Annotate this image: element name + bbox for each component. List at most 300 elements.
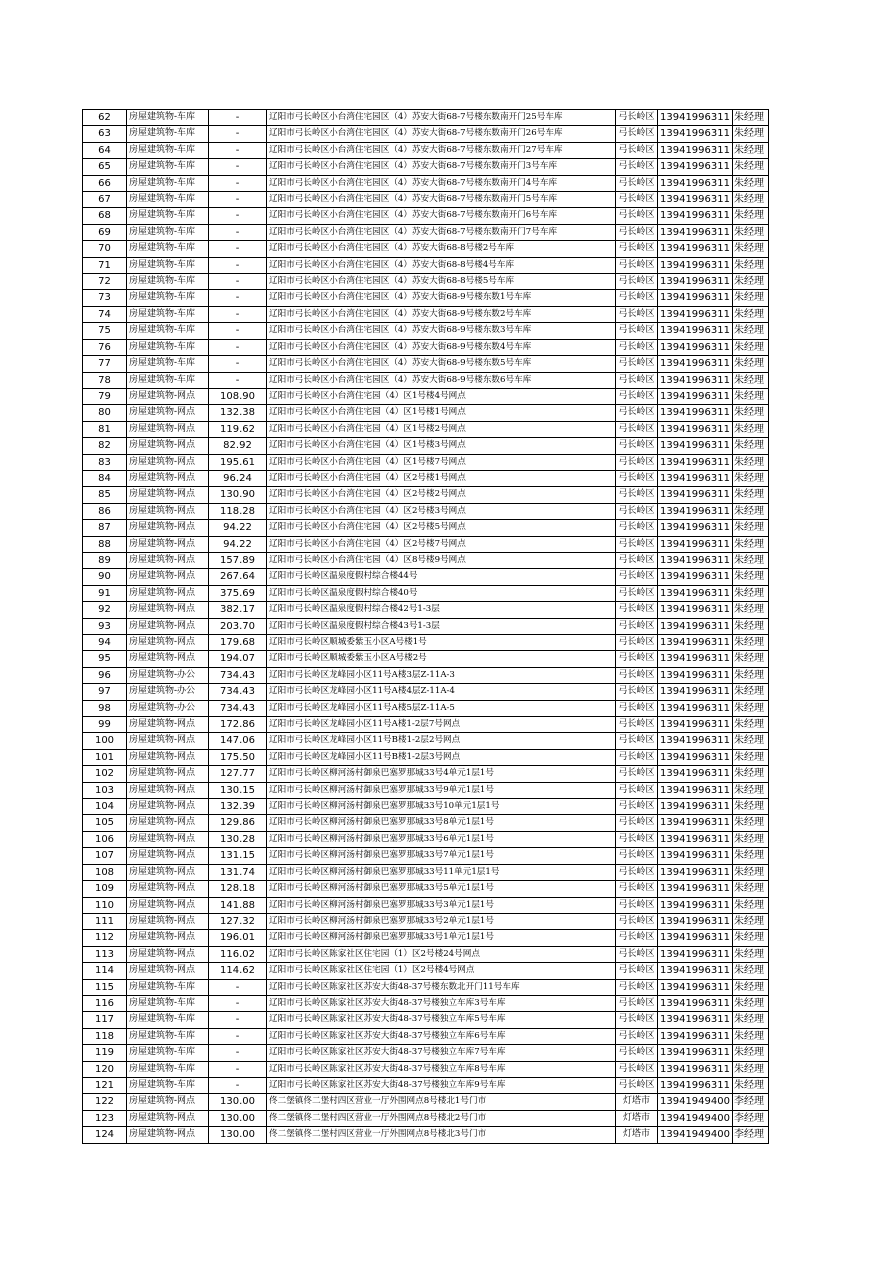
area-value-cell: 179.68 (209, 635, 267, 651)
phone-number-cell: 13941996311 (658, 388, 733, 404)
phone-number-cell: 13941996311 (658, 110, 733, 126)
area-value-cell: - (209, 1045, 267, 1061)
row-number-cell: 91 (83, 585, 127, 601)
property-category-cell: 房屋建筑物-网点 (127, 602, 209, 618)
area-value-cell: 118.28 (209, 503, 267, 519)
row-number-cell: 72 (83, 274, 127, 290)
area-value-cell: 94.22 (209, 536, 267, 552)
table-row (83, 520, 769, 536)
area-value-cell: - (209, 192, 267, 208)
property-category-cell: 房屋建筑物-网点 (127, 946, 209, 962)
table-row (83, 963, 769, 979)
table-row (83, 1045, 769, 1061)
area-value-cell: 114.62 (209, 963, 267, 979)
district-cell: 弓长岭区 (616, 995, 658, 1011)
phone-number-cell: 13941996311 (658, 766, 733, 782)
district-cell: 弓长岭区 (616, 372, 658, 388)
district-cell: 弓长岭区 (616, 142, 658, 158)
row-number-cell: 113 (83, 946, 127, 962)
contact-name-cell: 朱经理 (733, 913, 769, 929)
phone-number-cell: 13941996311 (658, 733, 733, 749)
property-category-cell: 房屋建筑物-车库 (127, 372, 209, 388)
contact-name-cell: 朱经理 (733, 257, 769, 273)
phone-number-cell: 13941996311 (658, 602, 733, 618)
row-number-cell: 90 (83, 569, 127, 585)
property-category-cell: 房屋建筑物-网点 (127, 470, 209, 486)
phone-number-cell: 13941996311 (658, 503, 733, 519)
table-row (83, 1061, 769, 1077)
district-cell: 弓长岭区 (616, 930, 658, 946)
table-row (83, 635, 769, 651)
district-cell: 弓长岭区 (616, 470, 658, 486)
contact-name-cell: 李经理 (733, 1094, 769, 1110)
phone-number-cell: 13941996311 (658, 995, 733, 1011)
area-value-cell: - (209, 979, 267, 995)
property-category-cell: 房屋建筑物-车库 (127, 356, 209, 372)
row-number-cell: 103 (83, 782, 127, 798)
district-cell: 弓长岭区 (616, 1061, 658, 1077)
contact-name-cell: 朱经理 (733, 274, 769, 290)
area-value-cell: 130.00 (209, 1094, 267, 1110)
property-category-cell: 房屋建筑物-网点 (127, 405, 209, 421)
area-value-cell: 130.28 (209, 831, 267, 847)
table-row (83, 372, 769, 388)
phone-number-cell: 13941996311 (658, 815, 733, 831)
phone-number-cell: 13941949400 (658, 1094, 733, 1110)
row-number-cell: 123 (83, 1110, 127, 1126)
phone-number-cell: 13941996311 (658, 208, 733, 224)
row-number-cell: 111 (83, 913, 127, 929)
area-value-cell: 375.69 (209, 585, 267, 601)
property-category-cell: 房屋建筑物-车库 (127, 1012, 209, 1028)
phone-number-cell: 13941996311 (658, 799, 733, 815)
table-row (83, 602, 769, 618)
district-cell: 弓长岭区 (616, 503, 658, 519)
phone-number-cell: 13941996311 (658, 323, 733, 339)
district-cell: 弓长岭区 (616, 864, 658, 880)
contact-name-cell: 朱经理 (733, 1061, 769, 1077)
row-number-cell: 96 (83, 667, 127, 683)
address-cell: 辽阳市弓长岭区陈家社区住宅园（1）区2号楼4号网点 (267, 963, 616, 979)
table-row (83, 749, 769, 765)
address-cell: 辽阳市弓长岭区龙峰园小区11号A楼5层Z-11A-5 (267, 700, 616, 716)
property-category-cell: 房屋建筑物-车库 (127, 257, 209, 273)
address-cell: 辽阳市弓长岭区小台湾住宅园（4）区2号楼7号网点 (267, 536, 616, 552)
area-value-cell: - (209, 1061, 267, 1077)
phone-number-cell: 13941996311 (658, 536, 733, 552)
contact-name-cell: 朱经理 (733, 979, 769, 995)
address-cell: 辽阳市弓长岭区温泉度假村综合楼40号 (267, 585, 616, 601)
area-value-cell: 128.18 (209, 881, 267, 897)
area-value-cell: 132.39 (209, 799, 267, 815)
area-value-cell: - (209, 175, 267, 191)
table-row (83, 700, 769, 716)
address-cell: 辽阳市弓长岭区陈家社区苏安大街48-37号楼独立车库7号车库 (267, 1045, 616, 1061)
row-number-cell: 118 (83, 1028, 127, 1044)
property-category-cell: 房屋建筑物-网点 (127, 1127, 209, 1143)
table-row (83, 1077, 769, 1093)
property-category-cell: 房屋建筑物-网点 (127, 487, 209, 503)
area-value-cell: 132.38 (209, 405, 267, 421)
table-row (83, 159, 769, 175)
table-row (83, 421, 769, 437)
contact-name-cell: 朱经理 (733, 782, 769, 798)
row-number-cell: 70 (83, 241, 127, 257)
property-category-cell: 房屋建筑物-网点 (127, 438, 209, 454)
address-cell: 辽阳市弓长岭区龙峰园小区11号B楼1-2层2号网点 (267, 733, 616, 749)
row-number-cell: 107 (83, 848, 127, 864)
contact-name-cell: 朱经理 (733, 684, 769, 700)
table-row (83, 585, 769, 601)
district-cell: 弓长岭区 (616, 766, 658, 782)
district-cell: 弓长岭区 (616, 635, 658, 651)
contact-name-cell: 朱经理 (733, 963, 769, 979)
property-category-cell: 房屋建筑物-网点 (127, 815, 209, 831)
address-cell: 辽阳市弓长岭区小台湾住宅园区（4）苏安大街68-9号楼东数4号车库 (267, 339, 616, 355)
property-category-cell: 房屋建筑物-网点 (127, 733, 209, 749)
phone-number-cell: 13941996311 (658, 421, 733, 437)
contact-name-cell: 朱经理 (733, 372, 769, 388)
district-cell: 弓长岭区 (616, 405, 658, 421)
contact-name-cell: 朱经理 (733, 438, 769, 454)
property-category-cell: 房屋建筑物-网点 (127, 388, 209, 404)
row-number-cell: 115 (83, 979, 127, 995)
address-cell: 辽阳市弓长岭区陈家社区苏安大街48-37号楼独立车库5号车库 (267, 1012, 616, 1028)
area-value-cell: 116.02 (209, 946, 267, 962)
property-category-cell: 房屋建筑物-网点 (127, 782, 209, 798)
address-cell: 辽阳市弓长岭区小台湾住宅园区（4）苏安大街68-9号楼东数1号车库 (267, 290, 616, 306)
district-cell: 弓长岭区 (616, 487, 658, 503)
address-cell: 辽阳市弓长岭区小台湾住宅园区（4）苏安大街68-8号楼2号车库 (267, 241, 616, 257)
area-value-cell: 147.06 (209, 733, 267, 749)
contact-name-cell: 朱经理 (733, 142, 769, 158)
phone-number-cell: 13941996311 (658, 1012, 733, 1028)
address-cell: 辽阳市弓长岭区龙峰园小区11号B楼1-2层3号网点 (267, 749, 616, 765)
address-cell: 辽阳市弓长岭区小台湾住宅园（4）区2号楼5号网点 (267, 520, 616, 536)
district-cell: 弓长岭区 (616, 684, 658, 700)
phone-number-cell: 13941949400 (658, 1110, 733, 1126)
phone-number-cell: 13941996311 (658, 749, 733, 765)
district-cell: 弓长岭区 (616, 290, 658, 306)
table-row (83, 1110, 769, 1126)
row-number-cell: 81 (83, 421, 127, 437)
table-row (83, 815, 769, 831)
property-category-cell: 房屋建筑物-办公 (127, 700, 209, 716)
contact-name-cell: 朱经理 (733, 667, 769, 683)
area-value-cell: - (209, 110, 267, 126)
address-cell: 辽阳市弓长岭区柳河汤村御泉巴塞罗那城33号11单元1层1号 (267, 864, 616, 880)
district-cell: 弓长岭区 (616, 848, 658, 864)
row-number-cell: 64 (83, 142, 127, 158)
phone-number-cell: 13941996311 (658, 618, 733, 634)
district-cell: 弓长岭区 (616, 881, 658, 897)
row-number-cell: 124 (83, 1127, 127, 1143)
address-cell: 辽阳市弓长岭区小台湾住宅园区（4）苏安大街68-9号楼东数6号车库 (267, 372, 616, 388)
table-row (83, 1127, 769, 1143)
address-cell: 辽阳市弓长岭区小台湾住宅园区（4）苏安大街68-9号楼东数3号车库 (267, 323, 616, 339)
row-number-cell: 97 (83, 684, 127, 700)
phone-number-cell: 13941996311 (658, 356, 733, 372)
district-cell: 弓长岭区 (616, 192, 658, 208)
district-cell: 弓长岭区 (616, 717, 658, 733)
table-row (83, 766, 769, 782)
contact-name-cell: 朱经理 (733, 306, 769, 322)
table-row (83, 733, 769, 749)
district-cell: 弓长岭区 (616, 831, 658, 847)
contact-name-cell: 朱经理 (733, 126, 769, 142)
area-value-cell: - (209, 290, 267, 306)
contact-name-cell: 朱经理 (733, 503, 769, 519)
district-cell: 弓长岭区 (616, 569, 658, 585)
row-number-cell: 120 (83, 1061, 127, 1077)
address-cell: 辽阳市弓长岭区柳河汤村御泉巴塞罗那城33号7单元1层1号 (267, 848, 616, 864)
property-category-cell: 房屋建筑物-车库 (127, 979, 209, 995)
phone-number-cell: 13941996311 (658, 372, 733, 388)
row-number-cell: 78 (83, 372, 127, 388)
phone-number-cell: 13941996311 (658, 257, 733, 273)
row-number-cell: 92 (83, 602, 127, 618)
address-cell: 佟二堡镇佟二堡村四区营业一厅外围网点8号楼北1号门市 (267, 1094, 616, 1110)
area-value-cell: - (209, 274, 267, 290)
row-number-cell: 116 (83, 995, 127, 1011)
table-row (83, 782, 769, 798)
row-number-cell: 85 (83, 487, 127, 503)
area-value-cell: 157.89 (209, 552, 267, 568)
address-cell: 辽阳市弓长岭区小台湾住宅园区（4）苏安大街68-8号楼4号车库 (267, 257, 616, 273)
district-cell: 弓长岭区 (616, 175, 658, 191)
phone-number-cell: 13941996311 (658, 651, 733, 667)
row-number-cell: 83 (83, 454, 127, 470)
table-row (83, 946, 769, 962)
table-row (83, 257, 769, 273)
district-cell: 弓长岭区 (616, 1012, 658, 1028)
address-cell: 辽阳市弓长岭区柳河汤村御泉巴塞罗那城33号8单元1层1号 (267, 815, 616, 831)
table-row (83, 208, 769, 224)
row-number-cell: 119 (83, 1045, 127, 1061)
district-cell: 弓长岭区 (616, 159, 658, 175)
district-cell: 弓长岭区 (616, 241, 658, 257)
phone-number-cell: 13941996311 (658, 569, 733, 585)
table-row (83, 1012, 769, 1028)
district-cell: 弓长岭区 (616, 815, 658, 831)
contact-name-cell: 朱经理 (733, 1028, 769, 1044)
phone-number-cell: 13941996311 (658, 274, 733, 290)
contact-name-cell: 朱经理 (733, 405, 769, 421)
district-cell: 灯塔市 (616, 1110, 658, 1126)
property-category-cell: 房屋建筑物-网点 (127, 585, 209, 601)
district-cell: 弓长岭区 (616, 979, 658, 995)
table-row (83, 175, 769, 191)
phone-number-cell: 13941996311 (658, 1028, 733, 1044)
contact-name-cell: 朱经理 (733, 520, 769, 536)
address-cell: 辽阳市弓长岭区小台湾住宅园（4）区1号楼1号网点 (267, 405, 616, 421)
contact-name-cell: 朱经理 (733, 159, 769, 175)
property-category-cell: 房屋建筑物-车库 (127, 339, 209, 355)
property-category-cell: 房屋建筑物-车库 (127, 208, 209, 224)
address-cell: 辽阳市弓长岭区小台湾住宅园区（4）苏安大街68-7号楼东数南开门4号车库 (267, 175, 616, 191)
contact-name-cell: 朱经理 (733, 864, 769, 880)
contact-name-cell: 朱经理 (733, 487, 769, 503)
address-cell: 辽阳市弓长岭区柳河汤村御泉巴塞罗那城33号1单元1层1号 (267, 930, 616, 946)
address-cell: 辽阳市弓长岭区小台湾住宅园（4）区1号楼7号网点 (267, 454, 616, 470)
district-cell: 弓长岭区 (616, 733, 658, 749)
property-category-cell: 房屋建筑物-网点 (127, 552, 209, 568)
table-row (83, 864, 769, 880)
area-value-cell: 130.00 (209, 1110, 267, 1126)
contact-name-cell: 朱经理 (733, 618, 769, 634)
area-value-cell: - (209, 306, 267, 322)
phone-number-cell: 13941996311 (658, 126, 733, 142)
property-category-cell: 房屋建筑物-网点 (127, 503, 209, 519)
phone-number-cell: 13941996311 (658, 520, 733, 536)
area-value-cell: 141.88 (209, 897, 267, 913)
district-cell: 弓长岭区 (616, 536, 658, 552)
phone-number-cell: 13941996311 (658, 1077, 733, 1093)
area-value-cell: - (209, 1012, 267, 1028)
table-row (83, 290, 769, 306)
address-cell: 辽阳市弓长岭区柳河汤村御泉巴塞罗那城33号3单元1层1号 (267, 897, 616, 913)
table-row (83, 356, 769, 372)
property-category-cell: 房屋建筑物-网点 (127, 717, 209, 733)
address-cell: 辽阳市弓长岭区龙峰园小区11号A楼4层Z-11A-4 (267, 684, 616, 700)
address-cell: 辽阳市弓长岭区陈家社区苏安大街48-37号楼独立车库6号车库 (267, 1028, 616, 1044)
property-category-cell: 房屋建筑物-网点 (127, 848, 209, 864)
table-row (83, 142, 769, 158)
property-category-cell: 房屋建筑物-网点 (127, 454, 209, 470)
table-row (83, 110, 769, 126)
row-number-cell: 69 (83, 224, 127, 240)
address-cell: 辽阳市弓长岭区龙峰园小区11号A楼3层Z-11A-3 (267, 667, 616, 683)
property-category-cell: 房屋建筑物-办公 (127, 667, 209, 683)
table-row (83, 897, 769, 913)
contact-name-cell: 朱经理 (733, 635, 769, 651)
area-value-cell: - (209, 159, 267, 175)
property-category-cell: 房屋建筑物-车库 (127, 142, 209, 158)
contact-name-cell: 朱经理 (733, 815, 769, 831)
property-category-cell: 房屋建筑物-车库 (127, 995, 209, 1011)
property-category-cell: 房屋建筑物-网点 (127, 881, 209, 897)
area-value-cell: 129.86 (209, 815, 267, 831)
district-cell: 弓长岭区 (616, 897, 658, 913)
property-category-cell: 房屋建筑物-网点 (127, 930, 209, 946)
table-row (83, 339, 769, 355)
phone-number-cell: 13941996311 (658, 192, 733, 208)
row-number-cell: 117 (83, 1012, 127, 1028)
contact-name-cell: 朱经理 (733, 388, 769, 404)
contact-name-cell: 朱经理 (733, 290, 769, 306)
area-value-cell: - (209, 1077, 267, 1093)
address-cell: 辽阳市弓长岭区小台湾住宅园（4）区1号楼2号网点 (267, 421, 616, 437)
phone-number-cell: 13941996311 (658, 175, 733, 191)
address-cell: 辽阳市弓长岭区柳河汤村御泉巴塞罗那城33号2单元1层1号 (267, 913, 616, 929)
table-row (83, 552, 769, 568)
district-cell: 弓长岭区 (616, 585, 658, 601)
row-number-cell: 105 (83, 815, 127, 831)
property-category-cell: 房屋建筑物-办公 (127, 684, 209, 700)
property-category-cell: 房屋建筑物-网点 (127, 799, 209, 815)
area-value-cell: - (209, 1028, 267, 1044)
property-category-cell: 房屋建筑物-网点 (127, 536, 209, 552)
address-cell: 辽阳市弓长岭区温泉度假村综合楼42号1-3层 (267, 602, 616, 618)
row-number-cell: 121 (83, 1077, 127, 1093)
phone-number-cell: 13941996311 (658, 979, 733, 995)
row-number-cell: 80 (83, 405, 127, 421)
district-cell: 弓长岭区 (616, 618, 658, 634)
area-value-cell: 382.17 (209, 602, 267, 618)
phone-number-cell: 13941996311 (658, 700, 733, 716)
area-value-cell: 195.61 (209, 454, 267, 470)
district-cell: 弓长岭区 (616, 799, 658, 815)
phone-number-cell: 13941996311 (658, 241, 733, 257)
row-number-cell: 95 (83, 651, 127, 667)
table-row (83, 717, 769, 733)
phone-number-cell: 13941996311 (658, 454, 733, 470)
phone-number-cell: 13941996311 (658, 667, 733, 683)
contact-name-cell: 朱经理 (733, 323, 769, 339)
area-value-cell: 130.15 (209, 782, 267, 798)
contact-name-cell: 朱经理 (733, 339, 769, 355)
address-cell: 辽阳市弓长岭区小台湾住宅园区（4）苏安大街68-9号楼东数5号车库 (267, 356, 616, 372)
property-category-cell: 房屋建筑物-网点 (127, 520, 209, 536)
table-row (83, 979, 769, 995)
table-row (83, 274, 769, 290)
property-category-cell: 房屋建筑物-网点 (127, 913, 209, 929)
phone-number-cell: 13941996311 (658, 635, 733, 651)
phone-number-cell: 13941996311 (658, 470, 733, 486)
property-category-cell: 房屋建筑物-网点 (127, 749, 209, 765)
district-cell: 弓长岭区 (616, 323, 658, 339)
contact-name-cell: 朱经理 (733, 192, 769, 208)
table-row (83, 913, 769, 929)
area-value-cell: 127.32 (209, 913, 267, 929)
contact-name-cell: 朱经理 (733, 930, 769, 946)
address-cell: 辽阳市弓长岭区小台湾住宅园（4）区8号楼9号网点 (267, 552, 616, 568)
area-value-cell: 196.01 (209, 930, 267, 946)
table-row (83, 438, 769, 454)
table-row (83, 995, 769, 1011)
contact-name-cell: 朱经理 (733, 1012, 769, 1028)
phone-number-cell: 13941996311 (658, 487, 733, 503)
district-cell: 弓长岭区 (616, 1028, 658, 1044)
property-table (82, 109, 769, 1144)
row-number-cell: 101 (83, 749, 127, 765)
area-value-cell: 734.43 (209, 667, 267, 683)
property-category-cell: 房屋建筑物-车库 (127, 290, 209, 306)
contact-name-cell: 朱经理 (733, 552, 769, 568)
address-cell: 辽阳市弓长岭区小台湾住宅园区（4）苏安大街68-7号楼东数南开门6号车库 (267, 208, 616, 224)
table-row (83, 192, 769, 208)
table-row (83, 667, 769, 683)
area-value-cell: - (209, 372, 267, 388)
area-value-cell: 130.00 (209, 1127, 267, 1143)
address-cell: 辽阳市弓长岭区小台湾住宅园区（4）苏安大街68-7号楼东数南开门26号车库 (267, 126, 616, 142)
row-number-cell: 110 (83, 897, 127, 913)
area-value-cell: 131.15 (209, 848, 267, 864)
district-cell: 弓长岭区 (616, 1045, 658, 1061)
contact-name-cell: 朱经理 (733, 831, 769, 847)
row-number-cell: 66 (83, 175, 127, 191)
area-value-cell: 130.90 (209, 487, 267, 503)
phone-number-cell: 13941996311 (658, 1045, 733, 1061)
address-cell: 辽阳市弓长岭区小台湾住宅园区（4）苏安大街68-9号楼东数2号车库 (267, 306, 616, 322)
table-row (83, 881, 769, 897)
phone-number-cell: 13941996311 (658, 552, 733, 568)
contact-name-cell: 朱经理 (733, 848, 769, 864)
area-value-cell: 94.22 (209, 520, 267, 536)
contact-name-cell: 朱经理 (733, 651, 769, 667)
row-number-cell: 62 (83, 110, 127, 126)
address-cell: 佟二堡镇佟二堡村四区营业一厅外围网点8号楼北3号门市 (267, 1127, 616, 1143)
